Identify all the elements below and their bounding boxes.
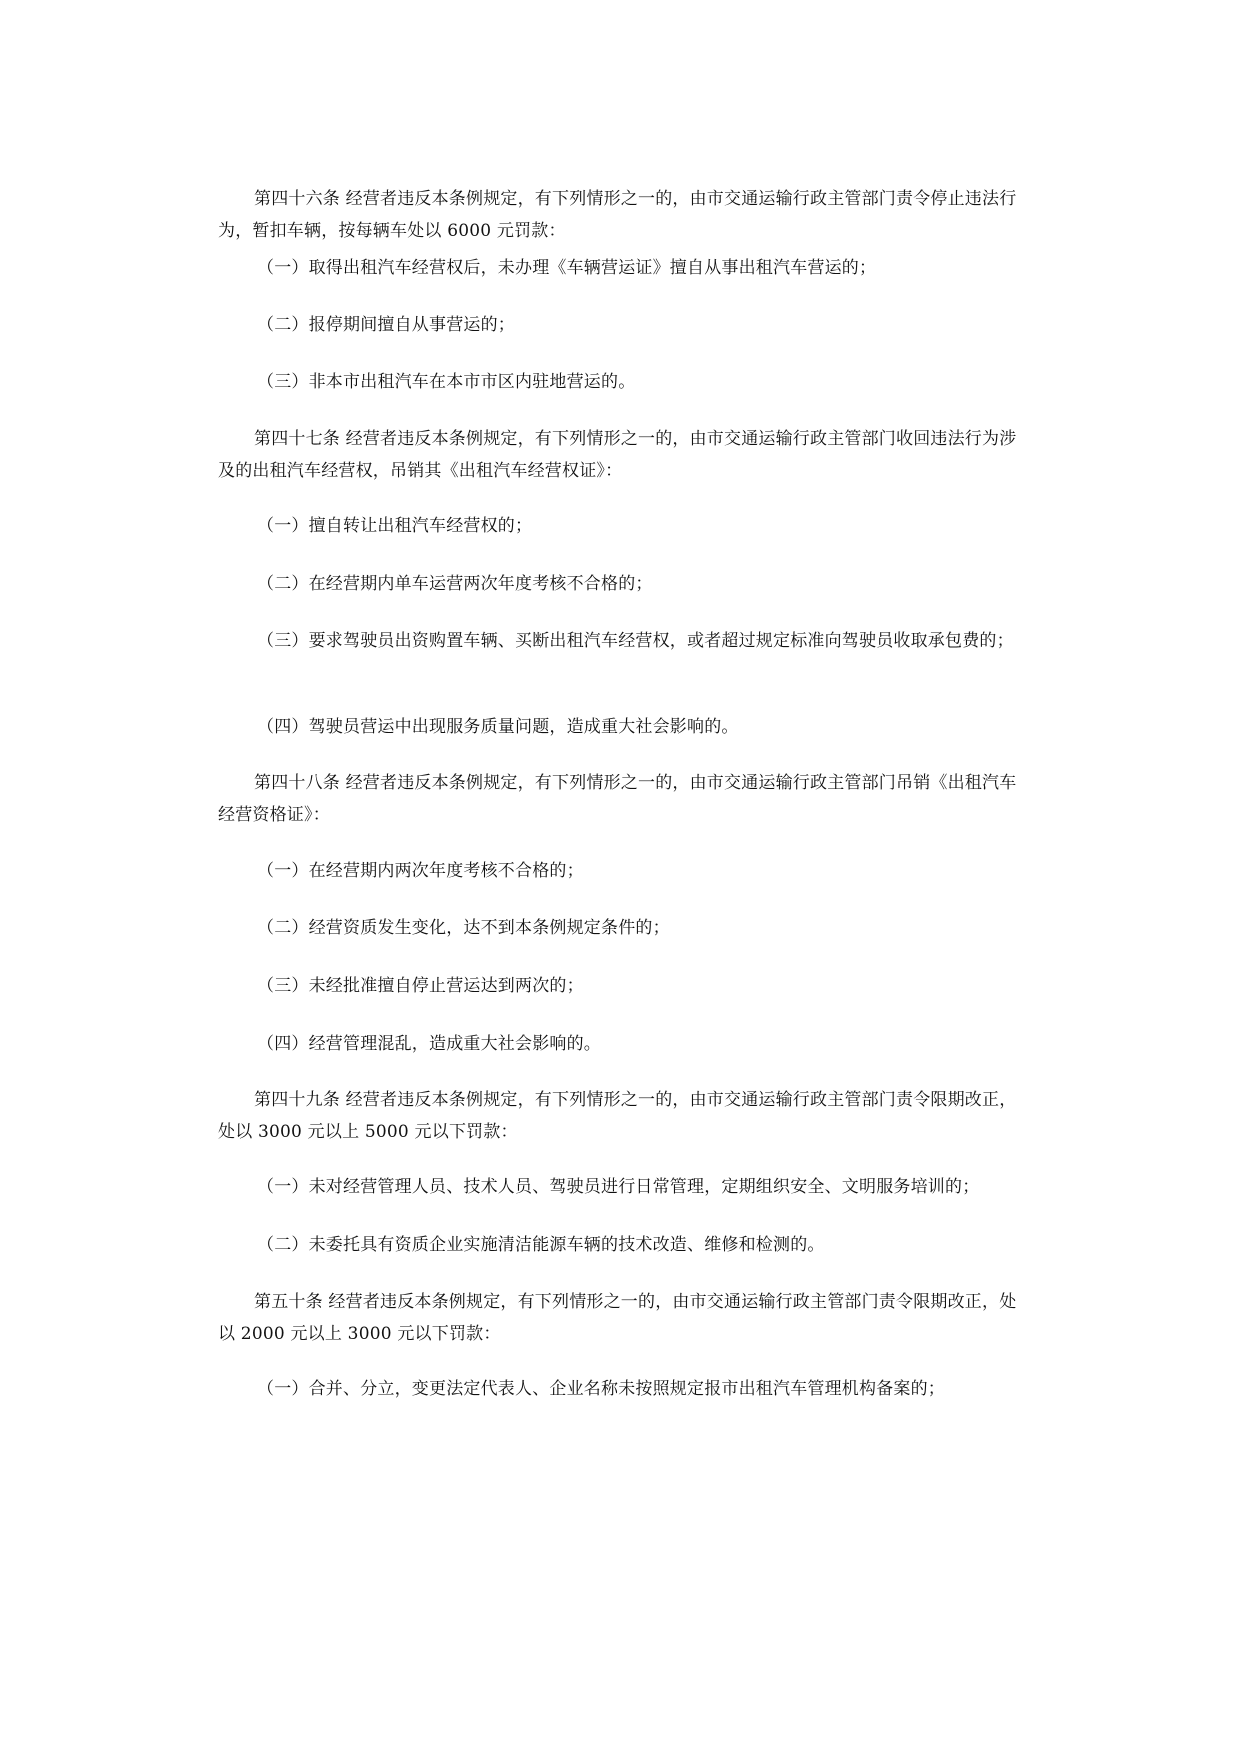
article-50-item-1: （一）合并、分立，变更法定代表人、企业名称未按照规定报市出租汽车管理机构备案的； (257, 1379, 945, 1399)
article-49: 第四十九条 经营者违反本条例规定，有下列情形之一的，由市交通运输行政主管部门责令限期改正，处以 3000 元以上 5000 元以下罚款： (218, 1090, 1017, 1142)
article-46-item-2: （二）报停期间擅自从事营运的； (257, 315, 515, 335)
article-47-item-3: （三）要求驾驶员出资购置车辆、买断出租汽车经营权，或者超过规定标准向驾驶员收取承包费的； (257, 631, 1014, 651)
article-48-item-2: （二）经营资质发生变化，达不到本条例规定条件的； (257, 918, 670, 938)
article-48-item-1: （一）在经营期内两次年度考核不合格的； (257, 861, 584, 881)
article-48-item-3: （三）未经批准擅自停止营运达到两次的； (257, 976, 584, 996)
article-49-item-2: （二）未委托具有资质企业实施清洁能源车辆的技术改造、维修和检测的。 (257, 1235, 825, 1255)
article-46-item-1: （一）取得出租汽车经营权后，未办理《车辆营运证》擅自从事出租汽车营运的； (257, 258, 877, 278)
article-46: 第四十六条 经营者违反本条例规定，有下列情形之一的，由市交通运输行政主管部门责令停止违法行为，暂扣车辆，按每辆车处以 6000 元罚款： (218, 189, 1017, 241)
article-47-item-2: （二）在经营期内单车运营两次年度考核不合格的； (257, 574, 653, 594)
article-47-item-1: （一）擅自转让出租汽车经营权的； (257, 516, 533, 536)
article-47: 第四十七条 经营者违反本条例规定，有下列情形之一的，由市交通运输行政主管部门收回违法行为涉及的出租汽车经营权，吊销其《出租汽车经营权证》： (218, 429, 1017, 481)
article-48-item-4: （四）经营管理混乱，造成重大社会影响的。 (257, 1034, 601, 1054)
article-49-item-1: （一）未对经营管理人员、技术人员、驾驶员进行日常管理，定期组织安全、文明服务培训的； (257, 1177, 980, 1197)
article-48: 第四十八条 经营者违反本条例规定，有下列情形之一的，由市交通运输行政主管部门吊销《出租汽车经营资格证》： (218, 773, 1017, 825)
article-50: 第五十条 经营者违反本条例规定，有下列情形之一的，由市交通运输行政主管部门责令限期改正，处以 2000 元以上 3000 元以下罚款： (218, 1292, 1017, 1344)
article-47-item-4: （四）驾驶员营运中出现服务质量问题，造成重大社会影响的。 (257, 717, 739, 737)
article-46-item-3: （三）非本市出租汽车在本市市区内驻地营运的。 (257, 372, 636, 392)
